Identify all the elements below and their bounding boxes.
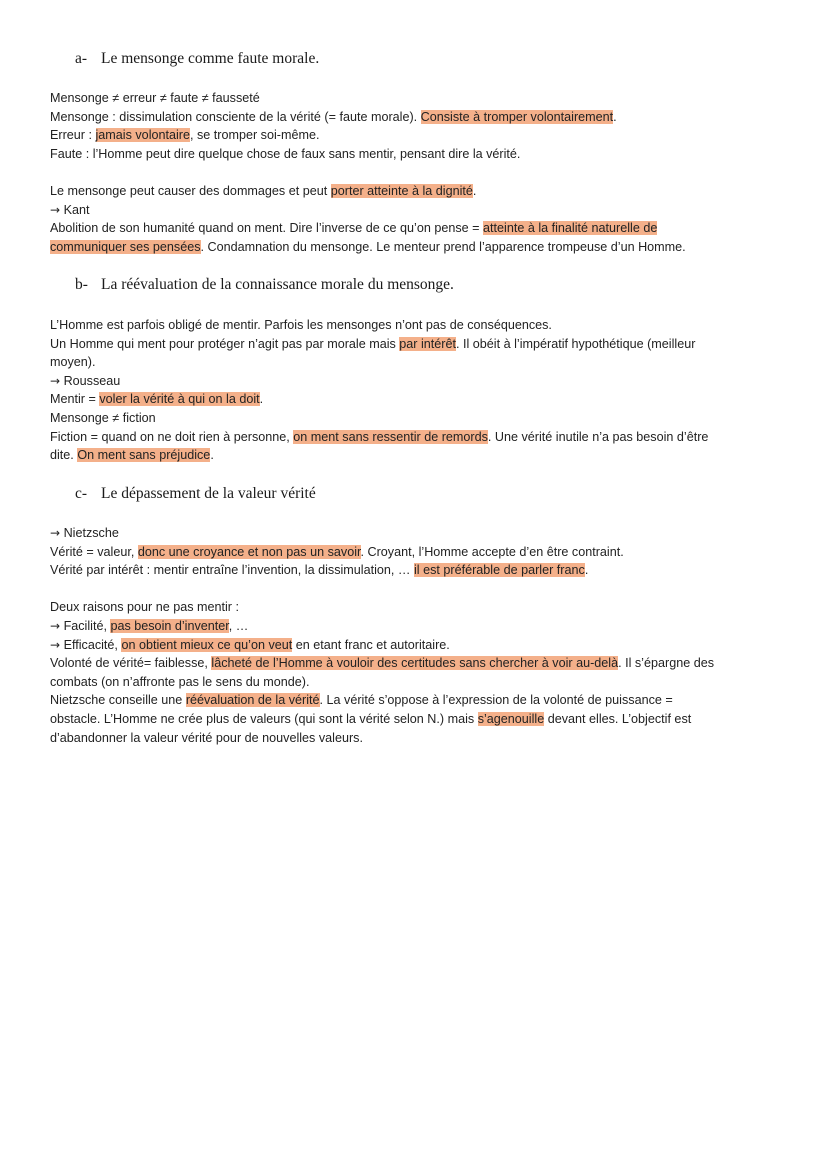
section-c-heading	[75, 485, 316, 503]
paragraph-line	[50, 126, 785, 145]
text: , …	[228, 618, 249, 633]
text: .	[259, 392, 264, 407]
paragraph-line	[50, 617, 785, 636]
highlighted-text: donc une croyance et non pas un savoir	[137, 544, 361, 559]
paragraph-line	[50, 390, 785, 409]
text: .	[613, 109, 617, 124]
text: . La vérité s’oppose à l’expression de la volonté de puissance =	[319, 693, 673, 708]
text: d’abandonner la valeur vérité pour de nouvelles valeurs.	[50, 730, 363, 745]
text: en etant franc et autoritaire.	[292, 637, 450, 652]
paragraph-line	[50, 654, 785, 673]
text: dite.	[50, 448, 78, 463]
text: Erreur :	[50, 128, 96, 143]
paragraph-line	[50, 89, 785, 108]
text: Volonté de vérité= faiblesse,	[50, 656, 212, 671]
text: Mensonge : dissimulation consciente de la vérité (= faute morale).	[50, 109, 421, 124]
paragraph-line	[50, 691, 785, 710]
highlighted-text: on ment sans ressentir de remords	[293, 429, 488, 444]
arrow-icon: →	[50, 202, 61, 217]
blank-line	[50, 163, 785, 182]
section-a-letter: a-	[75, 50, 88, 67]
text: Fiction = quand on ne doit rien à personne,	[50, 429, 294, 444]
paragraph-line	[50, 219, 785, 238]
text: . Il obéit à l’impératif hypothétique (meilleur	[456, 336, 696, 351]
text: Deux raisons pour ne pas mentir :	[50, 600, 239, 615]
text: , se tromper soi-même.	[190, 128, 320, 143]
highlighted-text: jamais volontaire	[95, 128, 190, 143]
arrow-icon: →	[50, 373, 61, 388]
text: Facilité,	[63, 618, 111, 633]
text: Mentir =	[50, 392, 100, 407]
paragraph-line	[50, 710, 785, 729]
text: devant elles. L’objectif est	[544, 711, 692, 726]
section-c-title: Le dépassement de la valeur vérité	[101, 485, 316, 502]
paragraph-line	[50, 524, 785, 543]
highlighted-text: atteinte à la finalité naturelle de	[483, 221, 658, 236]
text: Mensonge ≠ fiction	[50, 410, 156, 425]
text: Nietzsche	[63, 526, 119, 540]
text: Vérité par intérêt : mentir entraîne l’invention, la dissimulation, …	[50, 563, 414, 578]
arrow-icon: →	[50, 637, 61, 652]
text: .	[584, 563, 589, 578]
paragraph-line	[50, 446, 785, 465]
section-b-body	[50, 316, 785, 465]
highlighted-text: il est préférable de parler franc	[414, 563, 585, 578]
arrow-icon: →	[50, 526, 61, 540]
text: . Croyant, l’Homme accepte d’en être contraint.	[360, 544, 624, 559]
section-a-body	[50, 89, 785, 256]
text: .	[472, 183, 477, 198]
paragraph-line	[50, 316, 785, 335]
highlighted-text: On ment sans préjudice	[77, 448, 211, 463]
paragraph-line	[50, 201, 785, 220]
text: . Une vérité inutile n’a pas besoin d’être	[487, 429, 709, 444]
highlighted-text: communiquer ses pensées	[50, 239, 201, 254]
highlighted-text: réévaluation de la vérité	[185, 693, 320, 708]
paragraph-line	[50, 145, 785, 164]
highlighted-text: on obtient mieux ce qu’on veut	[121, 637, 293, 652]
section-b-title: La réévaluation de la connaissance morale du mensonge.	[101, 276, 454, 293]
text: Le mensonge peut causer des dommages et peut	[50, 183, 331, 198]
text: obstacle. L’Homme ne crée plus de valeurs (qui sont la vérité selon N.) mais	[50, 711, 478, 726]
paragraph-line	[50, 561, 785, 580]
highlighted-text: porter atteinte à la dignité	[330, 183, 473, 198]
paragraph-line	[50, 108, 785, 127]
section-b-letter: b-	[75, 276, 88, 293]
highlighted-text: s’agenouille	[477, 711, 545, 726]
text: . Il s’épargne des	[618, 656, 715, 671]
paragraph-line	[50, 335, 785, 354]
section-b-heading	[75, 276, 454, 294]
blank-line	[50, 580, 785, 599]
paragraph-line	[50, 238, 785, 257]
paragraph-line	[50, 598, 785, 617]
highlighted-text: pas besoin d’inventer	[110, 618, 229, 633]
highlighted-text: par intérêt	[399, 336, 456, 351]
text: combats (on n’affronte pas le sens du monde).	[50, 674, 310, 689]
paragraph-line	[50, 372, 785, 391]
text: . Condamnation du mensonge. Le menteur prend l’apparence trompeuse d’un Homme.	[200, 239, 686, 254]
text: Efficacité,	[63, 637, 122, 652]
paragraph-line	[50, 353, 785, 372]
paragraph-line	[50, 636, 785, 655]
paragraph-line	[50, 673, 785, 692]
section-c-body	[50, 524, 785, 747]
arrow-icon: →	[50, 618, 61, 633]
section-a-title: Le mensonge comme faute morale.	[101, 50, 320, 67]
section-c-letter: c-	[75, 485, 88, 502]
paragraph-line	[50, 543, 785, 562]
highlighted-text: lâcheté de l’Homme à vouloir des certitudes sans chercher à voir au-delà	[211, 656, 619, 671]
text: Rousseau	[63, 373, 121, 388]
text: Mensonge ≠ erreur ≠ faute ≠ fausseté	[50, 91, 260, 105]
text: L’Homme est parfois obligé de mentir. Parfois les mensonges n’ont pas de conséquences.	[50, 318, 552, 332]
text: Un Homme qui ment pour protéger n’agit pas par morale mais	[50, 336, 400, 351]
text: moyen).	[50, 355, 96, 370]
text: Faute : l’Homme peut dire quelque chose de faux sans mentir, pensant dire la vérité.	[50, 146, 521, 161]
text: Nietzsche conseille une	[50, 693, 186, 708]
paragraph-line	[50, 729, 785, 748]
text: .	[210, 448, 214, 463]
paragraph-line	[50, 409, 785, 428]
paragraph-line	[50, 428, 785, 447]
section-a-heading	[75, 50, 319, 68]
text: Vérité = valeur,	[50, 544, 138, 559]
highlighted-text: Consiste à tromper volontairement	[420, 109, 614, 124]
text: Abolition de son humanité quand on ment. Dire l’inverse de ce qu’on pense =	[50, 221, 484, 236]
highlighted-text: voler la vérité à qui on la doit	[99, 392, 260, 407]
text: Kant	[63, 202, 90, 217]
paragraph-line	[50, 182, 785, 201]
